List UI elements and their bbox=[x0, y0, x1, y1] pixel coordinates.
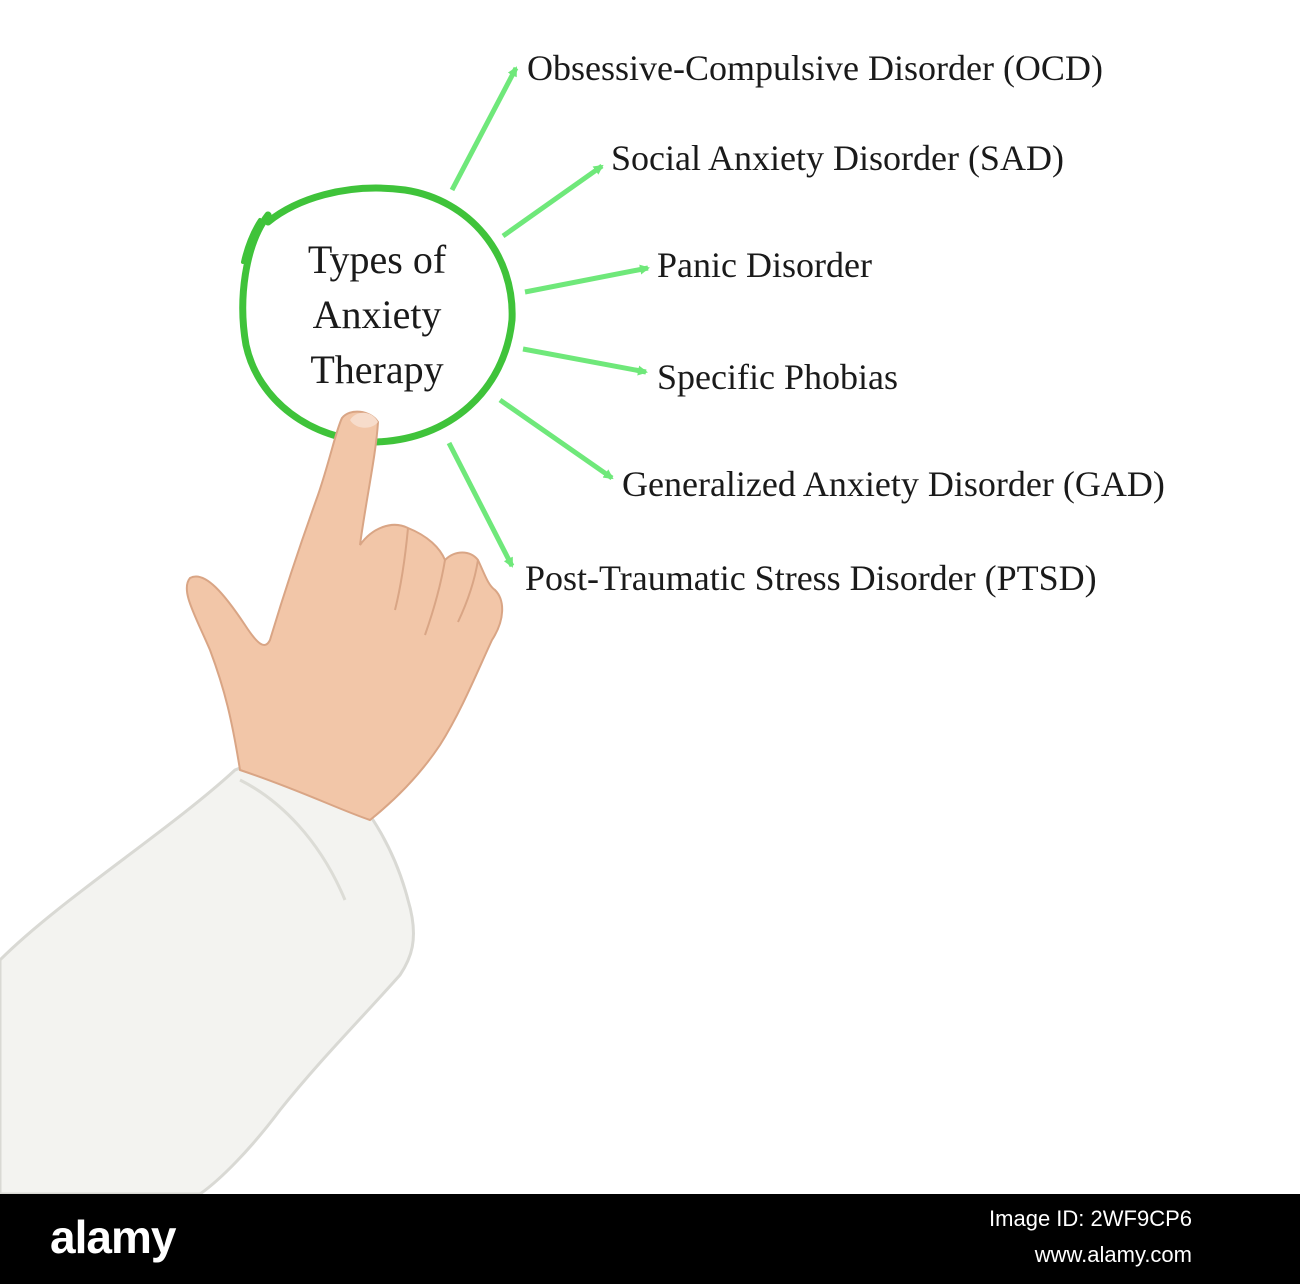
image-id: Image ID: 2WF9CP6 bbox=[989, 1206, 1192, 1231]
center-title bbox=[262, 232, 492, 397]
watermark-bar bbox=[0, 1194, 1300, 1284]
arrow-ocd bbox=[452, 68, 516, 190]
arrow-phobias bbox=[523, 349, 646, 372]
branch-label-panic: Panic Disorder bbox=[657, 245, 872, 285]
site-url: www.alamy.com bbox=[1034, 1242, 1192, 1267]
arrow-gad bbox=[500, 400, 612, 478]
sleeve bbox=[0, 762, 413, 1194]
center-title-line-1: Types of bbox=[307, 237, 447, 282]
branch-label-phobias: Specific Phobias bbox=[657, 357, 898, 397]
arrow-sad bbox=[503, 166, 602, 236]
center-title-line-3: Therapy bbox=[310, 347, 444, 392]
center-title-line-2: Anxiety bbox=[312, 292, 442, 337]
brand-logo: alamy bbox=[50, 1211, 176, 1263]
branch-label-ptsd: Post-Traumatic Stress Disorder (PTSD) bbox=[525, 558, 1097, 598]
branch-label-gad: Generalized Anxiety Disorder (GAD) bbox=[622, 464, 1165, 504]
branch-label-sad: Social Anxiety Disorder (SAD) bbox=[611, 138, 1064, 178]
arrow-panic bbox=[525, 268, 648, 292]
branch-label-ocd: Obsessive-Compulsive Disorder (OCD) bbox=[527, 48, 1103, 88]
arrow-ptsd bbox=[449, 443, 512, 566]
pointing-hand-illustration bbox=[0, 412, 502, 1194]
hand bbox=[187, 412, 502, 820]
